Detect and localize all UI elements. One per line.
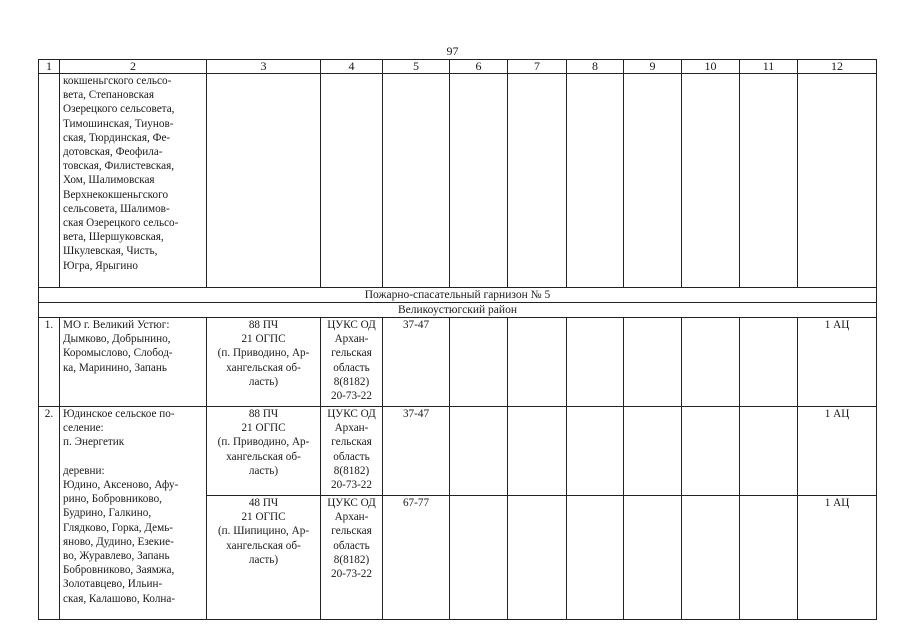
settlement-list: Юдинское сельское по- селение: п. Энергетик деревни: Юдино, Аксеново, Афу- рино, Бобровниково, Будрино, Галкино, Глядково, Горка, Демь- яново, Дудино, Езекие- во, Журавлево, Запань Бобровниково, Заямжа, Золотавцево, Ильин- ская, Калашово, Колна- xyxy=(60,407,207,620)
settlement-list: МО г. Великий Устюг: Дымково, Добрынино, Коромыслово, Слобод- ка, Маринино, Запань xyxy=(60,318,207,407)
dispatch-contact: ЦУКС ОД Архан- гельская область 8(8182) 20-73-22 xyxy=(321,496,383,620)
col-header: 4 xyxy=(321,60,383,74)
garrison-heading: Пожарно-спасательный гарнизон № 5 xyxy=(39,288,877,303)
fire-unit: 88 ПЧ 21 ОГПС (п. Приводино, Ар- хангельская об- ласть) xyxy=(207,318,321,407)
district-heading: Великоустюгский район xyxy=(39,303,877,318)
section-row xyxy=(39,288,877,303)
col-header: 10 xyxy=(682,60,740,74)
table-row xyxy=(39,407,877,496)
settlement-list: кокшеньгского сельсо- вета, Степановская Озерецкого сельсовета, Тимошинская, Тиунов- ская, Тюрдинская, Фе- дотовская, Феофила- товская, Филистевская, Хом, Шалимовская Верхнекокшеньгского сельсовета, Шалимов- ская Озерецкого сельсо- вета, Шершуковская, Шкулевская, Чисть, Югра, Ярыгино xyxy=(60,74,207,288)
header-row xyxy=(39,60,877,74)
col-header: 8 xyxy=(567,60,624,74)
table-row xyxy=(39,318,877,407)
fire-unit: 48 ПЧ 21 ОГПС (п. Шипицино, Ар- хангельская об- ласть) xyxy=(207,496,321,620)
col-header: 9 xyxy=(624,60,682,74)
col-header: 2 xyxy=(60,60,207,74)
row-number: 2. xyxy=(39,407,60,620)
row-number: 1. xyxy=(39,318,60,407)
section-row xyxy=(39,303,877,318)
col-header: 7 xyxy=(508,60,567,74)
arrival-time: 67-77 xyxy=(383,496,450,620)
arrival-time: 37-47 xyxy=(383,318,450,407)
col-header: 6 xyxy=(450,60,508,74)
table-row xyxy=(39,74,877,288)
col-header: 5 xyxy=(383,60,450,74)
arrival-time: 37-47 xyxy=(383,407,450,496)
fire-unit: 88 ПЧ 21 ОГПС (п. Приводино, Ар- хангельская об- ласть) xyxy=(207,407,321,496)
col-header: 3 xyxy=(207,60,321,74)
fire-coverage-table xyxy=(38,59,877,620)
equipment: 1 АЦ xyxy=(798,407,877,496)
equipment: 1 АЦ xyxy=(798,496,877,620)
col-header: 1 xyxy=(39,60,60,74)
page-number: 97 xyxy=(446,44,459,58)
col-header: 11 xyxy=(740,60,798,74)
dispatch-contact: ЦУКС ОД Архан- гельская область 8(8182) 20-73-22 xyxy=(321,318,383,407)
equipment: 1 АЦ xyxy=(798,318,877,407)
dispatch-contact: ЦУКС ОД Архан- гельская область 8(8182) 20-73-22 xyxy=(321,407,383,496)
col-header: 12 xyxy=(798,60,877,74)
